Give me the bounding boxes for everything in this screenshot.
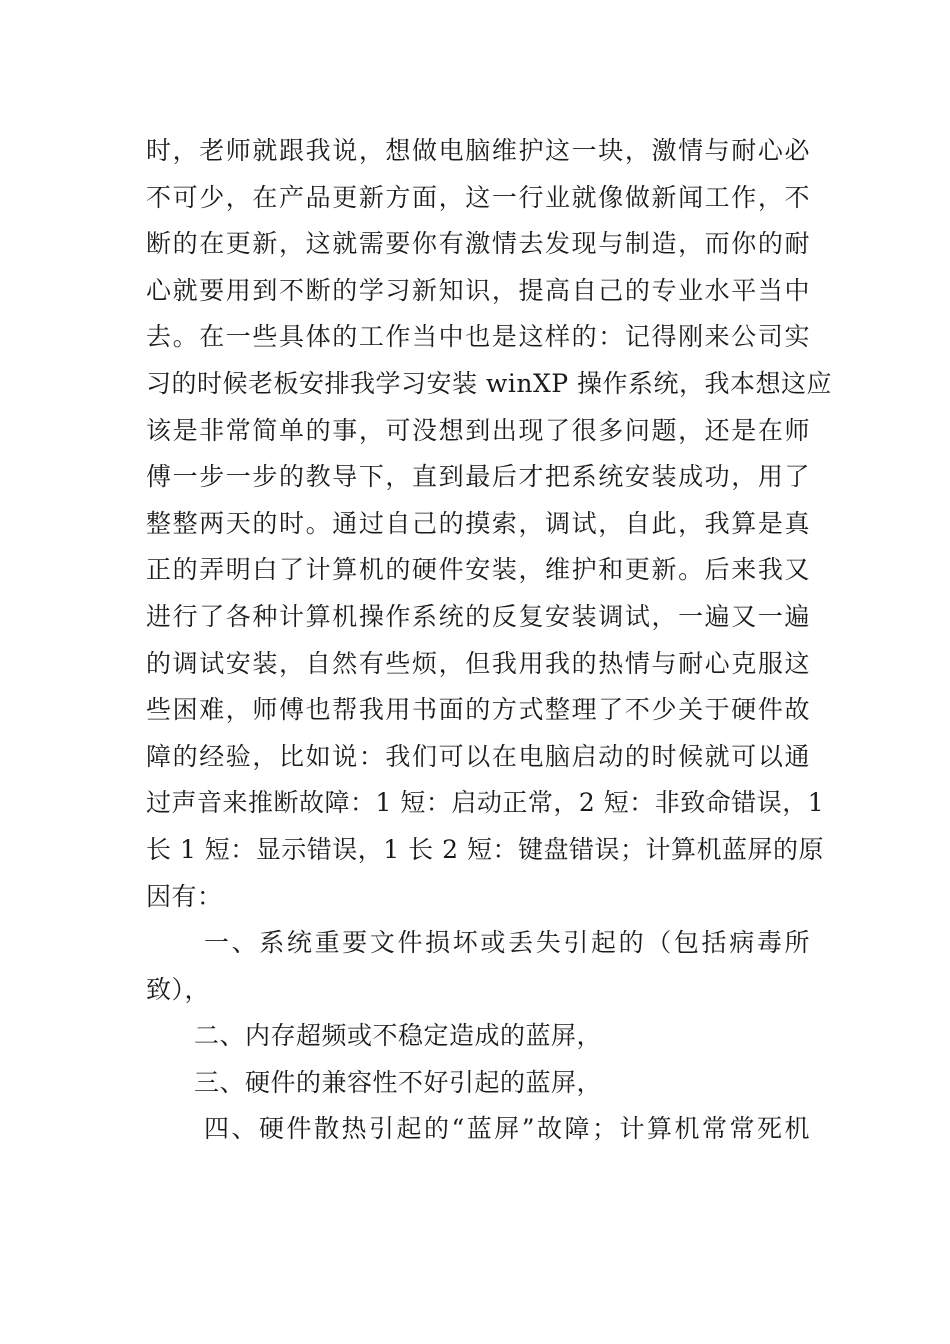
text-line: 不可少，在产品更新方面，这一行业就像做新闻工作，不 xyxy=(146,182,810,212)
text-line: 时，老师就跟我说，想做电脑维护这一块，激情与耐心必 xyxy=(146,136,810,165)
text-line: 长 1 短：显示错误，1 长 2 短：键盘错误；计算机蓝屏的原 xyxy=(146,834,824,864)
text-line: 的调试安装，自然有些烦，但我用我的热情与耐心克服这 xyxy=(146,648,810,678)
text-line: 因有： xyxy=(146,881,223,911)
text-line: 些困难，师傅也帮我用书面的方式整理了不少关于硬件故 xyxy=(146,695,810,725)
text-line: 障的经验，比如说：我们可以在电脑启动的时候就可以通 xyxy=(146,741,810,771)
text-line: 一、系统重要文件损坏或丢失引起的（包括病毒所 xyxy=(204,928,810,958)
list-item-3: 三、硬件的兼容性不好引起的蓝屏， xyxy=(194,1067,603,1097)
text-line: 傅一步一步的教导下，直到最后才把系统安装成功，用了 xyxy=(146,462,810,492)
text-line: 正的弄明白了计算机的硬件安装，维护和更新。后来我又 xyxy=(146,555,810,585)
text-line: 断的在更新，这就需要你有激情去发现与制造，而你的耐 xyxy=(146,229,810,259)
list-item-2: 二、内存超频或不稳定造成的蓝屏， xyxy=(194,1021,603,1051)
list-item-4: 四、硬件散热引起的“蓝屏”故障；计算机常常死机 xyxy=(204,1114,810,1144)
text-line: 进行了各种计算机操作系统的反复安装调试，一遍又一遍 xyxy=(146,601,810,631)
text-line: 整整两天的时。通过自己的摸索，调试，自此，我算是真 xyxy=(146,508,810,538)
text-line: 习的时候老板安排我学习安装 winXP 操作系统，我本想这应 xyxy=(146,368,833,398)
list-item-1 xyxy=(146,920,810,1013)
text-line: 致）， xyxy=(146,974,211,1004)
paragraph-main xyxy=(146,128,833,920)
document-body xyxy=(146,128,833,1153)
text-line: 过声音来推断故障：1 短：启动正常，2 短：非致命错误，1 xyxy=(146,788,825,818)
text-line: 心就要用到不断的学习新知识，提高自己的专业水平当中 xyxy=(146,275,810,305)
text-line: 该是非常简单的事，可没想到出现了很多问题，还是在师 xyxy=(146,415,810,445)
text-line: 去。在一些具体的工作当中也是这样的：记得刚来公司实 xyxy=(146,322,810,352)
